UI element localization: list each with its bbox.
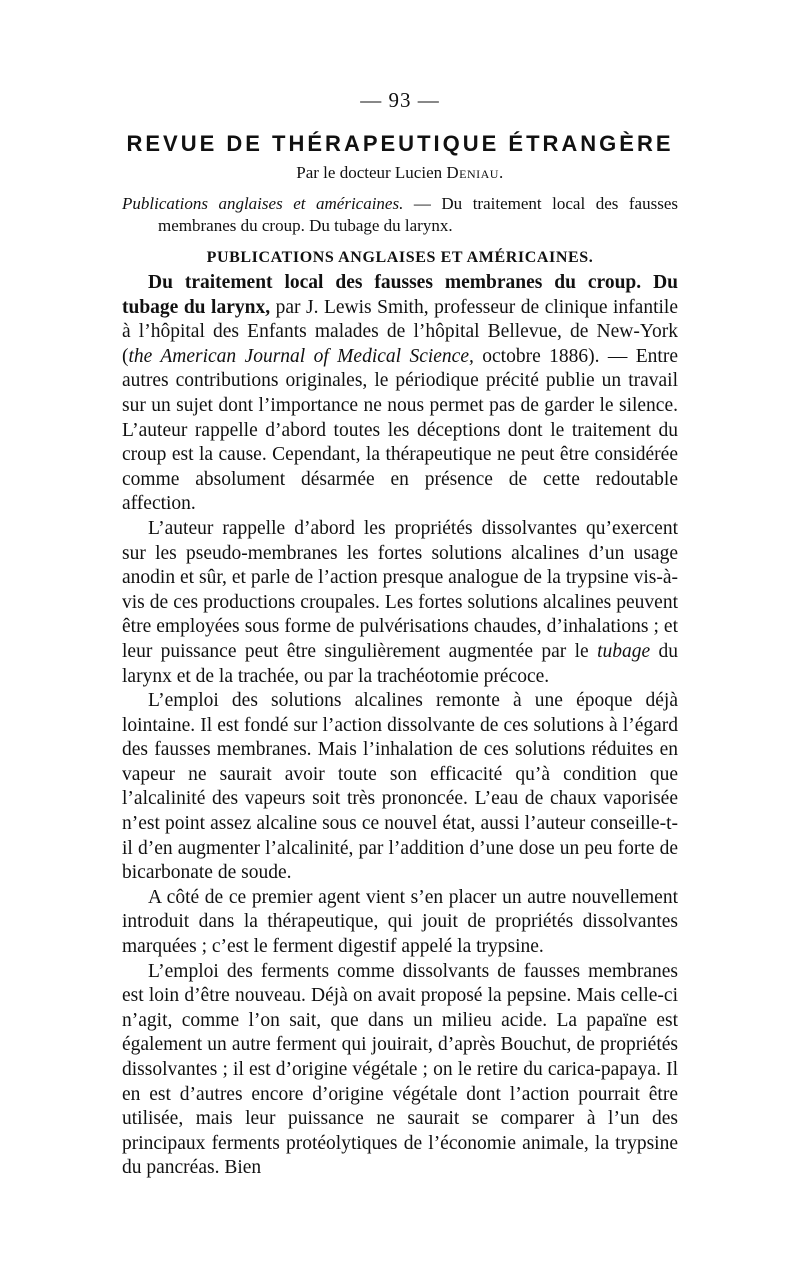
- summary-italic: Publications anglaises et américaines.: [122, 194, 404, 213]
- paragraph-1-lead: Du traitement local des fausses membranes du croup. Du tubage du larynx,: [122, 272, 678, 318]
- summary-rest: — Du traitement local des fausses membranes du croup. Du tubage du larynx.: [158, 194, 678, 235]
- article-summary: [122, 193, 678, 237]
- journal-title: REVUE DE THÉRAPEUTIQUE ÉTRANGÈRE: [126, 131, 674, 156]
- byline: [122, 163, 678, 183]
- paragraph-1: [122, 271, 678, 517]
- section-heading: PUBLICATIONS ANGLAISES ET AMÉRICAINES.: [206, 249, 594, 266]
- paragraph-2-italic: tubage: [597, 640, 651, 662]
- page-number: — 93 —: [360, 88, 440, 112]
- paragraph-2-text-b: du larynx et de la trachée, ou par la trachéotomie précoce.: [122, 640, 679, 687]
- paragraph-1-citation: the American Journal of Medical Science,: [128, 345, 474, 367]
- paragraph-2: [122, 517, 678, 689]
- paragraph-1-text-b: octobre 1886). — Entre autres contributions originales, le périodique précité publie un travail sur un sujet dont l’importance ne nous permet pas de garder le silence. L’auteur rappelle d’abord toutes les déceptions dont le traitement du croup est la cause. Cependant, la thérapeutique ne peut être considérée comme absolument désarmée en présence de cette redoutable affection.: [122, 345, 678, 515]
- byline-prefix: Par le docteur Lucien: [296, 163, 447, 182]
- byline-author: Deniau.: [446, 163, 504, 182]
- paragraph-3: L’emploi des solutions alcalines remonte à une époque déjà lointaine. Il est fondé sur l’action dissolvante de ces solutions à l’égard des fausses membranes. Mais l’inhalation de ces solutions réduites en vapeur ne saurait avoir toute son efficacité qu’à condition que l’alcalinité des vapeurs soit très prononcée. L’eau de chaux vaporisée n’est point assez alcaline sous ce nouvel état, aussi l’auteur conseille-t-il d’en augmenter l’alcalinité, par l’addition d’une dose un peu forte de bicarbonate de soude.: [122, 690, 678, 884]
- paragraph-4: A côté de ce premier agent vient s’en placer un autre nouvellement introduit dans la thérapeutique, qui jouit de propriétés dissolvantes marquées ; c’est le ferment digestif appelé la trypsine.: [122, 886, 678, 958]
- document-page: [122, 88, 678, 1181]
- paragraph-1-text-a: par J. Lewis Smith, professeur de clinique infantile à l’hôpital des Enfants malades de l’hôpital Bellevue, de New-York (: [122, 296, 678, 367]
- paragraph-2-text-a: L’auteur rappelle d’abord les propriétés dissolvantes qu’exercent sur les pseudo-membranes les fortes solutions alcalines d’un usage anodin et sûr, et parle de l’action presque analogue de la trypsine vis-à-vis de ces productions croupales. Les fortes solutions alcalines peuvent être employées sous forme de pulvérisations chaudes, d’inhalations ; et leur puissance peut être singulièrement augmentée par le: [122, 517, 678, 662]
- paragraph-5: L’emploi des ferments comme dissolvants de fausses membranes est loin d’être nouveau. Déjà on avait proposé la pepsine. Mais celle-ci n’agit, comme l’on sait, que dans un milieu acide. La papaïne est également un autre ferment qui jouirait, d’après Bouchut, de propriétés dissolvantes ; il est d’origine végétale ; on le retire du carica-papaya. Il en est d’autres encore d’origine végétale dont l’action pourrait être utilisée, mais leur puissance ne saurait se comparer à l’un des principaux ferments protéolytiques de l’économie animale, la trypsine du pancréas. Bien: [122, 960, 678, 1179]
